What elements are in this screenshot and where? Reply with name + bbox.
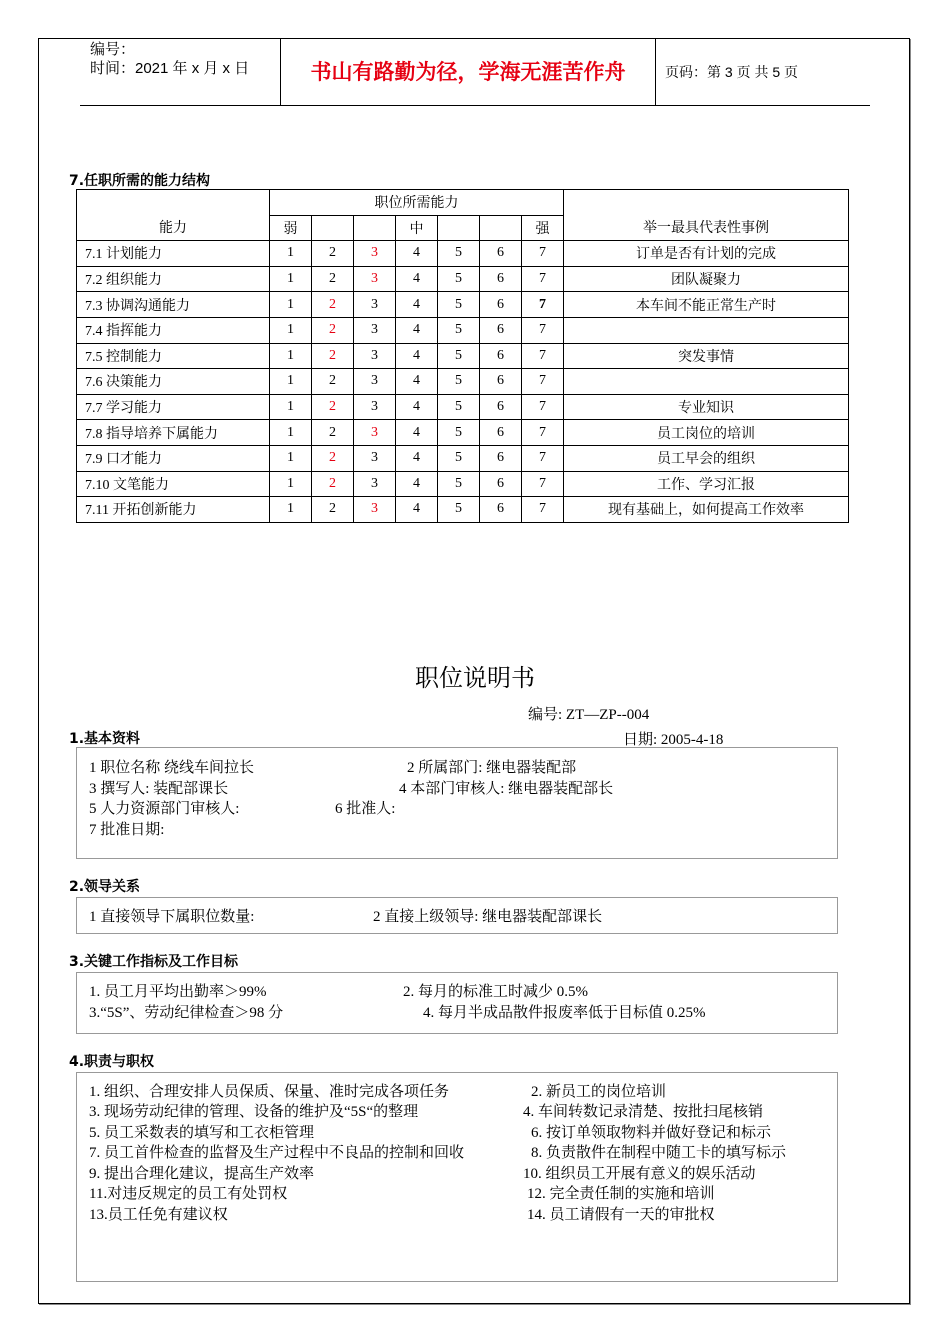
ability-table [76, 189, 849, 523]
ability-example: 突发事情 [564, 343, 849, 369]
header-time-label: 时间：2021 年 x 月 x 日 [90, 60, 250, 77]
ability-score: 4 [396, 420, 438, 446]
col-ability-header: 能力 [77, 190, 270, 241]
ability-score: 6 [480, 420, 522, 446]
ability-score: 2 [312, 420, 354, 446]
ability-score: 4 [396, 317, 438, 343]
ability-score: 5 [438, 241, 480, 267]
approver-field: 6 批准人: [335, 801, 396, 817]
level-blank [438, 215, 480, 241]
approval-date-field: 7 批准日期: [89, 822, 165, 838]
ability-score: 7 [522, 266, 564, 292]
ability-score: 3 [354, 292, 396, 318]
ability-score: 3 [354, 471, 396, 497]
subordinate-count-field: 1 直接领导下属职位数量: [89, 909, 255, 925]
ability-score-selected: 2 [312, 471, 354, 497]
section1-title: 1.基本资料 [69, 731, 141, 747]
ability-score: 6 [480, 471, 522, 497]
ability-row [77, 266, 849, 292]
ability-name: 7.5 控制能力 [77, 343, 270, 369]
ability-score-selected: 2 [312, 317, 354, 343]
ability-score: 1 [270, 497, 312, 523]
ability-score: 7 [522, 369, 564, 395]
duty-item: 1. 组织、合理安排人员保质、保量、准时完成各项任务 [89, 1084, 450, 1100]
ability-score: 1 [270, 369, 312, 395]
ability-example [564, 317, 849, 343]
section2-title: 2.领导关系 [69, 879, 141, 895]
ability-row [77, 369, 849, 395]
duties-box [76, 1072, 838, 1282]
job-title-field: 1 职位名称 绕线车间拉长 [89, 760, 255, 776]
ability-example: 专业知识 [564, 394, 849, 420]
ability-row [77, 343, 849, 369]
ability-score: 3 [354, 343, 396, 369]
ability-score: 6 [480, 241, 522, 267]
duty-item: 8. 负责散件在制程中随工卡的填写标示 [531, 1145, 787, 1161]
ability-score-selected: 2 [312, 394, 354, 420]
ability-score-selected: 3 [354, 266, 396, 292]
ability-row [77, 497, 849, 523]
ability-score: 4 [396, 445, 438, 471]
header-motto: 书山有路勤为径，学海无涯苦作舟 [280, 39, 656, 105]
page-header [80, 39, 870, 106]
section4-title: 4.职责与职权 [69, 1054, 155, 1070]
level-blank [480, 215, 522, 241]
level-blank [354, 215, 396, 241]
ability-score: 1 [270, 292, 312, 318]
ability-score: 4 [396, 394, 438, 420]
ability-score: 7 [522, 420, 564, 446]
duty-item: 7. 员工首件检查的监督及生产过程中不良品的控制和回收 [89, 1145, 465, 1161]
ability-score: 7 [522, 241, 564, 267]
col-example-header: 举一最具代表性事例 [564, 190, 849, 241]
ability-score: 7 [522, 317, 564, 343]
ability-score: 5 [438, 445, 480, 471]
ability-score: 1 [270, 241, 312, 267]
ability-score: 5 [438, 317, 480, 343]
duty-item: 14. 员工请假有一天的审批权 [527, 1207, 715, 1223]
ability-score: 6 [480, 445, 522, 471]
ability-score: 5 [438, 369, 480, 395]
ability-score: 1 [270, 471, 312, 497]
ability-score: 5 [438, 497, 480, 523]
duty-item: 13.员工任免有建议权 [89, 1207, 228, 1223]
ability-row [77, 471, 849, 497]
ability-score: 4 [396, 241, 438, 267]
ability-row [77, 445, 849, 471]
ability-score: 4 [396, 497, 438, 523]
duty-item: 3. 现场劳动纪律的管理、设备的维护及“5S“的整理 [89, 1104, 419, 1120]
ability-example: 员工岗位的培训 [564, 420, 849, 446]
level-mid: 中 [396, 215, 438, 241]
section7-title: 7.任职所需的能力结构 [69, 173, 211, 189]
ability-name: 7.9 口才能力 [77, 445, 270, 471]
level-weak: 弱 [270, 215, 312, 241]
ability-name: 7.11 开拓创新能力 [77, 497, 270, 523]
duty-item: 2. 新员工的岗位培训 [531, 1084, 667, 1100]
ability-score: 3 [354, 369, 396, 395]
ability-score-selected: 3 [354, 420, 396, 446]
ability-example: 现有基础上，如何提高工作效率 [564, 497, 849, 523]
ability-name: 7.2 组织能力 [77, 266, 270, 292]
duty-item: 6. 按订单领取物料并做好登记和标示 [531, 1125, 772, 1141]
ability-score: 2 [312, 369, 354, 395]
ability-score: 6 [480, 497, 522, 523]
ability-score: 1 [270, 445, 312, 471]
header-left [80, 39, 280, 105]
ability-row [77, 317, 849, 343]
superior-field: 2 直接上级领导: 继电器装配部课长 [373, 909, 603, 925]
ability-score: 7 [522, 497, 564, 523]
kpi-item: 2. 每月的标准工时减少 0.5% [403, 984, 588, 1000]
header-number-label: 编号： [90, 41, 136, 58]
ability-score: 2 [312, 266, 354, 292]
ability-score: 7 [522, 292, 564, 318]
duty-item: 12. 完全责任制的实施和培训 [527, 1186, 715, 1202]
ability-score: 5 [438, 292, 480, 318]
ability-score: 7 [522, 471, 564, 497]
ability-example: 订单是否有计划的完成 [564, 241, 849, 267]
ability-score: 3 [354, 445, 396, 471]
ability-name: 7.1 计划能力 [77, 241, 270, 267]
ability-score-selected: 3 [354, 497, 396, 523]
ability-score: 4 [396, 343, 438, 369]
ability-row [77, 394, 849, 420]
ability-row [77, 292, 849, 318]
duty-item: 10. 组织员工开展有意义的娱乐活动 [523, 1166, 756, 1182]
ability-score: 7 [522, 394, 564, 420]
ability-score: 2 [312, 241, 354, 267]
ability-name: 7.6 决策能力 [77, 369, 270, 395]
ability-score-selected: 2 [312, 343, 354, 369]
ability-score: 5 [438, 266, 480, 292]
ability-score: 5 [438, 343, 480, 369]
ability-name: 7.3 协调沟通能力 [77, 292, 270, 318]
ability-score: 7 [522, 445, 564, 471]
ability-score: 6 [480, 343, 522, 369]
ability-example: 团队凝聚力 [564, 266, 849, 292]
dept-reviewer-field: 4 本部门审核人: 继电器装配部长 [399, 781, 614, 797]
document-title: 职位说明书 [415, 664, 535, 692]
ability-score: 6 [480, 266, 522, 292]
department-field: 2 所属部门: 继电器装配部 [407, 760, 577, 776]
ability-score: 3 [354, 394, 396, 420]
ability-score: 6 [480, 317, 522, 343]
ability-score: 7 [522, 343, 564, 369]
ability-score-selected: 2 [312, 445, 354, 471]
ability-score: 1 [270, 343, 312, 369]
ability-score: 6 [480, 394, 522, 420]
ability-score: 1 [270, 266, 312, 292]
leadership-box [76, 897, 838, 934]
ability-score: 5 [438, 420, 480, 446]
ability-row [77, 420, 849, 446]
level-strong: 强 [522, 215, 564, 241]
ability-score: 4 [396, 292, 438, 318]
ability-example: 工作、学习汇报 [564, 471, 849, 497]
ability-example: 员工早会的组织 [564, 445, 849, 471]
ability-score: 1 [270, 420, 312, 446]
ability-score: 4 [396, 471, 438, 497]
kpi-box [76, 972, 838, 1034]
ability-score: 6 [480, 369, 522, 395]
col-required-header: 职位所需能力 [270, 190, 564, 216]
document-date: 日期: 2005-4-18 [623, 732, 724, 748]
ability-score: 1 [270, 317, 312, 343]
ability-score-selected: 2 [312, 292, 354, 318]
ability-example: 本车间不能正常生产时 [564, 292, 849, 318]
duty-item: 9. 提出合理化建议，提高生产效率 [89, 1166, 315, 1182]
ability-score-selected: 3 [354, 241, 396, 267]
ability-score: 1 [270, 394, 312, 420]
duty-item: 4. 车间转数记录清楚、按批扫尾核销 [523, 1104, 764, 1120]
document-number: 编号: ZT—ZP--004 [528, 707, 650, 723]
duty-item: 5. 员工采数表的填写和工衣柜管理 [89, 1125, 315, 1141]
kpi-item: 1. 员工月平均出勤率＞99% [89, 984, 267, 1000]
hr-reviewer-field: 5 人力资源部门审核人: [89, 801, 240, 817]
kpi-item: 3.“5S”、劳动纪律检查＞98 分 [89, 1005, 284, 1021]
ability-score: 2 [312, 497, 354, 523]
ability-score: 6 [480, 292, 522, 318]
ability-name: 7.10 文笔能力 [77, 471, 270, 497]
ability-score: 5 [438, 471, 480, 497]
ability-score: 4 [396, 266, 438, 292]
ability-example [564, 369, 849, 395]
ability-score: 4 [396, 369, 438, 395]
author-field: 3 撰写人: 装配部课长 [89, 781, 229, 797]
kpi-item: 4. 每月半成品散件报废率低于目标值 0.25% [423, 1005, 706, 1021]
basic-info-box [76, 747, 838, 859]
level-blank [312, 215, 354, 241]
ability-score: 5 [438, 394, 480, 420]
ability-row [77, 241, 849, 267]
ability-name: 7.7 学习能力 [77, 394, 270, 420]
section3-title: 3.关键工作指标及工作目标 [69, 954, 239, 970]
duty-item: 11.对违反规定的员工有处罚权 [89, 1186, 288, 1202]
header-page-label: 页码：第 3 页 共 5 页 [665, 64, 799, 80]
ability-name: 7.4 指挥能力 [77, 317, 270, 343]
ability-name: 7.8 指导培养下属能力 [77, 420, 270, 446]
ability-score: 3 [354, 317, 396, 343]
